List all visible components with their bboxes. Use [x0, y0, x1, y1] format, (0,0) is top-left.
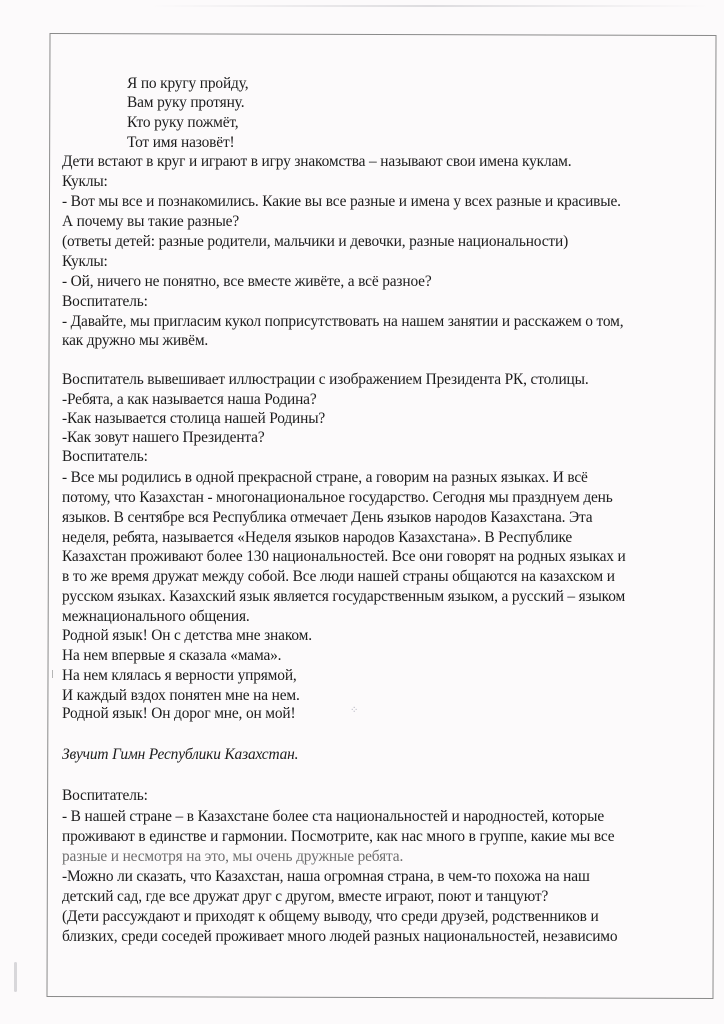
question-line: -Ребята, а как называется наша Родина?	[62, 391, 317, 408]
speaker-label: Куклы:	[62, 173, 108, 190]
paragraph-line: - Ой, ничего не понятно, все вместе живёте, а всё разное?	[62, 273, 432, 290]
paragraph-line: (ответы детей: разные родители, мальчики и девочки, разные национальности)	[62, 233, 569, 250]
paragraph-line: в то же время дружат между собой. Все люди нашей страны общаются на казахском и	[62, 568, 615, 585]
speaker-label: Воспитатель:	[62, 787, 148, 804]
paragraph-line: - Вот мы все и познакомились. Какие вы все разные и имена у всех разные и красивые.	[62, 193, 621, 210]
paragraph-line: языков. В сентябре вся Республика отмечает День языков народов Казахстана. Эта	[62, 509, 593, 526]
paragraph-line: Казахстан проживают более 130 национальностей. Все они говорят на родных языках и	[62, 548, 626, 565]
poem-line: На нем клялась я верности упрямой,	[62, 667, 297, 684]
poem-line: Тот имя назовёт!	[127, 134, 235, 151]
paragraph-line: межнационального общения.	[62, 608, 250, 625]
speaker-label: Воспитатель:	[62, 448, 148, 465]
poem-line: Я по кругу пройду,	[127, 75, 249, 92]
paragraph-line: близких, среди соседей проживает много людей разных национальностей, независимо	[62, 928, 618, 945]
paragraph-line: А почему вы такие разные?	[62, 213, 240, 230]
speaker-label: Куклы:	[62, 253, 108, 270]
paragraph-line: Воспитатель вывешивает иллюстрации с изображением Президента РК, столицы.	[62, 371, 589, 388]
paragraph-line: Дети встают в круг и играют в игру знакомства – называют свои имена куклам.	[62, 153, 572, 170]
poem-line: Вам руку протяну.	[127, 94, 245, 111]
paragraph-line: (Дети рассуждают и приходят к общему выводу, что среди друзей, родственников и	[62, 908, 599, 925]
paragraph-line: неделя, ребята, называется «Неделя языков народов Казахстана». В Республике	[62, 529, 573, 546]
poem-line: Кто руку пожмёт,	[127, 114, 239, 131]
paragraph-line: -Можно ли сказать, что Казахстан, наша огромная страна, в чем-то похожа на наш	[62, 868, 590, 885]
paragraph-line: - Все мы родились в одной прекрасной стране, а говорим на разных языках. И всё	[62, 469, 588, 486]
paragraph-line: русском языках. Казахский язык является государственным языком, а русский – языком	[62, 588, 626, 605]
paragraph-line: детский сад, где все дружат друг с другом, вместе играют, поют и танцуют?	[62, 888, 549, 905]
paragraph-line: проживают в единстве и гармонии. Посмотрите, как нас много в группе, какие мы все	[62, 828, 615, 845]
paragraph-line: потому, что Казахстан - многонациональное государство. Сегодня мы празднуем день	[62, 489, 613, 506]
ink-smudge: ⁘	[350, 705, 359, 716]
paragraph-line: разные и несмотря на это, мы очень дружные ребята.	[62, 848, 404, 865]
poem-line: И каждый вздох понятен мне на нем.	[62, 687, 300, 704]
paragraph-line: - В нашей стране – в Казахстане более ста национальностей и народностей, которые	[62, 808, 605, 825]
stage-direction: Звучит Гимн Республики Казахстан.	[62, 746, 299, 763]
poem-line: На нем впервые я сказала «мама».	[62, 647, 282, 664]
poem-line: Родной язык! Он дорог мне, он мой!	[62, 705, 296, 722]
speaker-label: Воспитатель:	[62, 293, 148, 310]
question-line: -Как называется столица нашей Родины?	[62, 410, 326, 427]
paragraph-line: как дружно мы живём.	[62, 332, 209, 349]
question-line: -Как зовут нашего Президента?	[62, 429, 265, 446]
paragraph-line: - Давайте, мы пригласим кукол поприсутствовать на нашем занятии и расскажем о том,	[62, 313, 624, 330]
poem-line: Родной язык! Он с детства мне знаком.	[62, 627, 312, 644]
